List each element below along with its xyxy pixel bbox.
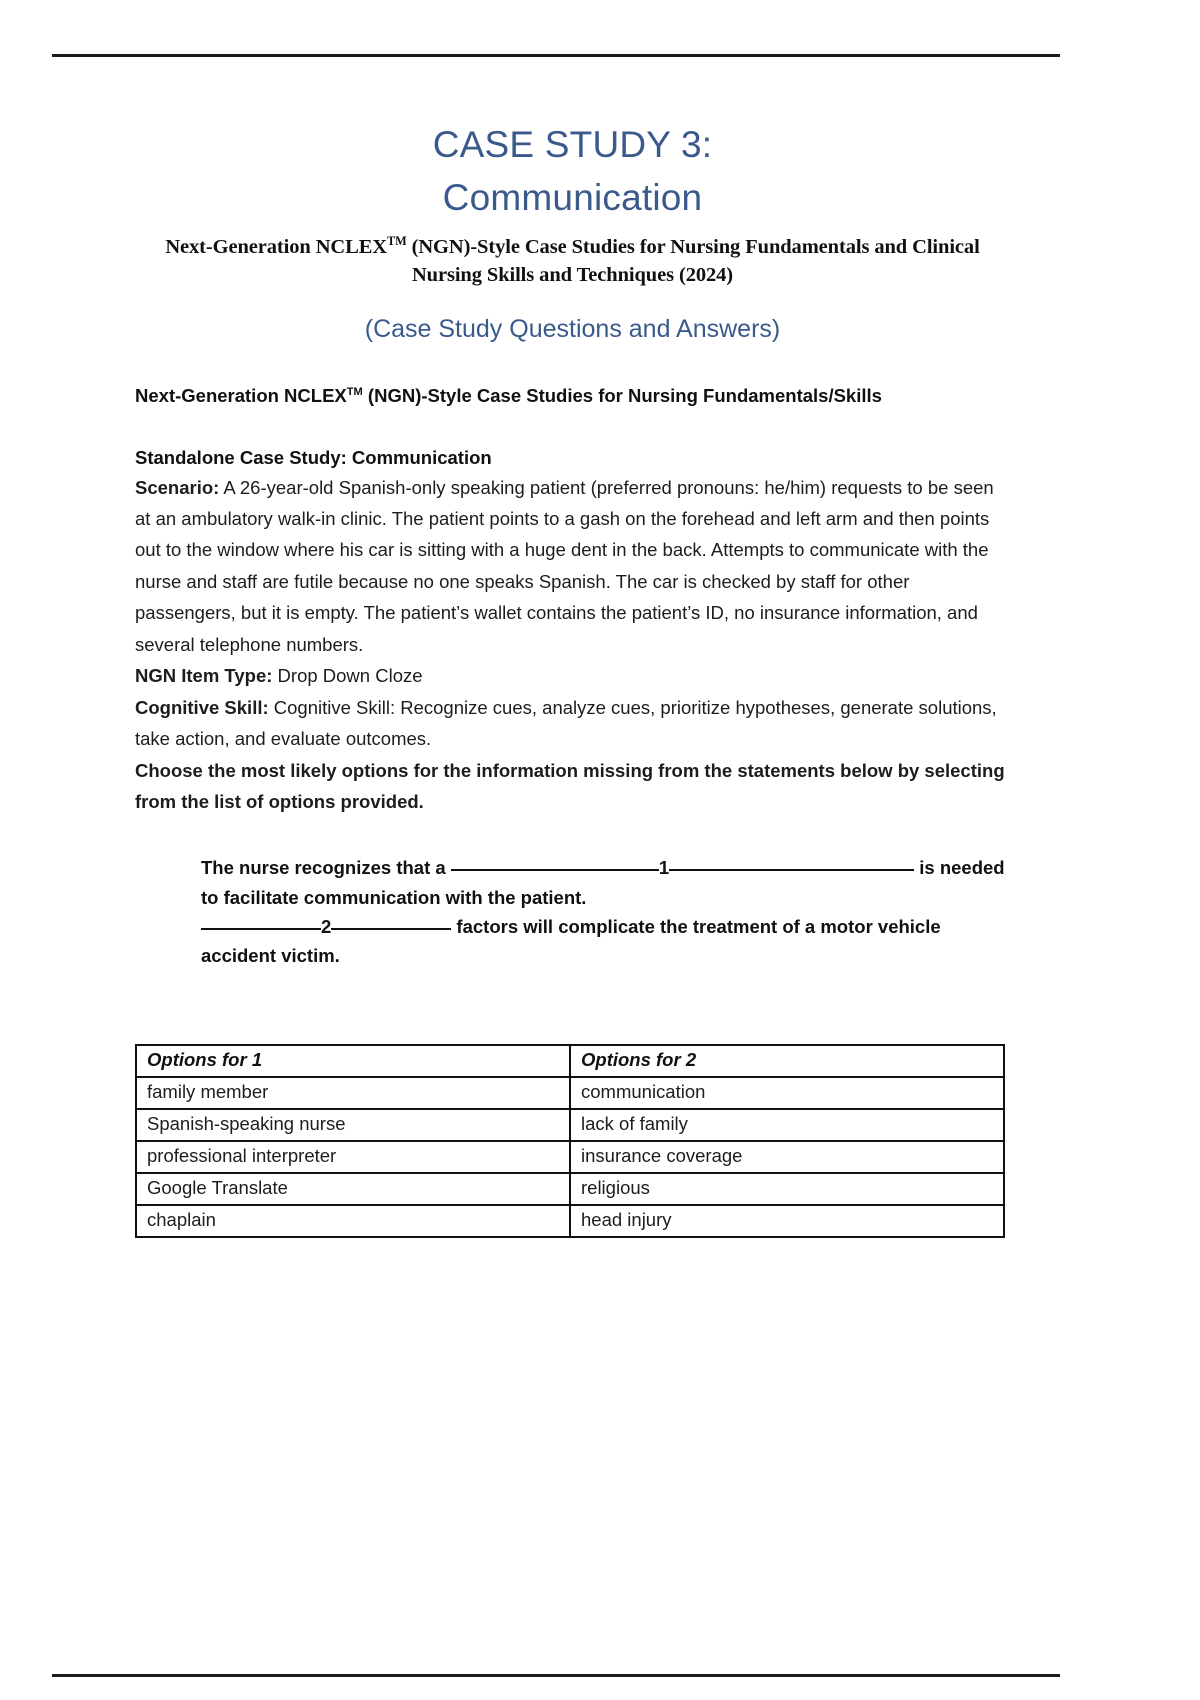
trademark-mark: TM: [386, 233, 407, 248]
document-parenthetical-subtitle: (Case Study Questions and Answers): [364, 315, 781, 344]
cognitive-skill-label: Cognitive Skill:: [135, 696, 269, 718]
ngn-item-type-label: NGN Item Type:: [135, 665, 273, 687]
section-heading-nclex-style: [135, 382, 1010, 410]
document-subtitle: [135, 233, 1010, 290]
column-header-options-for-1: Options for 1: [136, 1045, 570, 1077]
option-2-cell[interactable]: religious: [570, 1173, 1004, 1205]
subtitle-part-1: Next-Generation NCLEX: [165, 235, 387, 258]
heading-1-part-2: (NGN)-Style Case Studies for Nursing Fundamentals/Skills: [362, 385, 882, 407]
page-title: [135, 118, 1010, 225]
column-header-options-for-2: Options for 2: [570, 1045, 1004, 1077]
cloze-blank-2a[interactable]: [201, 928, 321, 930]
ngn-item-type-value: Drop Down Cloze: [272, 665, 423, 687]
scenario-text: A 26-year-old Spanish-only speaking patient (preferred pronouns: he/him) requests to be seen at an ambulatory walk-in clinic. The patient points to a gash on the forehead and left arm and then points out to the window where his car is sitting with a huge dent in the back. Attempts to communicate with the nurse and staff are futile because no one speaks Spanish. The car is checked by staff for other passengers, but it is empty. The patient’s wallet contains the patient’s ID, no insurance information, and several telephone numbers.: [135, 476, 994, 655]
cloze-statements: [135, 853, 1010, 970]
cloze-2-number: 2: [321, 915, 332, 937]
cloze-blank-1a[interactable]: [451, 869, 659, 871]
cognitive-skill-value: Cognitive Skill: Recognize cues, analyze cues, prioritize hypotheses, generate solutions, take action, and evaluate outcomes.: [135, 696, 997, 750]
table-header-row: [136, 1045, 1004, 1077]
option-2-cell[interactable]: lack of family: [570, 1109, 1004, 1141]
trademark-mark: TM: [346, 385, 363, 398]
option-1-cell[interactable]: family member: [136, 1077, 570, 1109]
option-2-cell[interactable]: head injury: [570, 1205, 1004, 1237]
ngn-item-type-paragraph: [135, 660, 1010, 691]
option-1-cell[interactable]: Google Translate: [136, 1173, 570, 1205]
table-row: [136, 1141, 1004, 1173]
table-row: [136, 1205, 1004, 1237]
section-heading-standalone-case-study: Standalone Case Study: Communication: [135, 446, 492, 468]
table-row: [136, 1173, 1004, 1205]
cloze-1-post-text: is needed to facilitate communication with the patient.: [201, 857, 1005, 908]
heading-1-part-1: Next-Generation NCLEX: [135, 385, 347, 407]
cloze-blank-1b[interactable]: [669, 869, 914, 871]
subtitle-part-2: (NGN)-Style Case Studies for Nursing Fundamentals and Clinical Nursing Skills and Techniques (2024): [406, 235, 980, 286]
header-rule: [52, 54, 1060, 57]
cloze-1-number: 1: [658, 857, 670, 879]
title-line-1: CASE STUDY 3:: [432, 124, 713, 165]
cloze-2-post-text: factors will complicate the treatment of a motor vehicle accident victim.: [201, 915, 941, 967]
option-2-cell[interactable]: communication: [570, 1077, 1004, 1109]
option-1-cell[interactable]: professional interpreter: [136, 1141, 570, 1173]
cloze-1-pre-text: The nurse recognizes that a: [201, 857, 451, 879]
cloze-blank-2b[interactable]: [331, 928, 451, 930]
scenario-paragraph: [135, 472, 1010, 661]
option-1-cell[interactable]: Spanish-speaking nurse: [136, 1109, 570, 1141]
option-2-cell[interactable]: insurance coverage: [570, 1141, 1004, 1173]
document-content: [135, 118, 1010, 1238]
instruction-paragraph: [135, 755, 1010, 818]
options-table: [135, 1044, 1005, 1238]
cloze-statement-2: [201, 912, 1010, 970]
footer-rule: [52, 1674, 1060, 1677]
cloze-statement-1: [201, 853, 1010, 911]
instruction-text: Choose the most likely options for the information missing from the statements below by selecting from the list of options provided.: [135, 759, 1005, 812]
table-row: [136, 1109, 1004, 1141]
table-row: [136, 1077, 1004, 1109]
cognitive-skill-paragraph: [135, 692, 1010, 755]
title-line-2: Communication: [442, 177, 703, 219]
scenario-label: Scenario:: [135, 476, 220, 498]
option-1-cell[interactable]: chaplain: [136, 1205, 570, 1237]
